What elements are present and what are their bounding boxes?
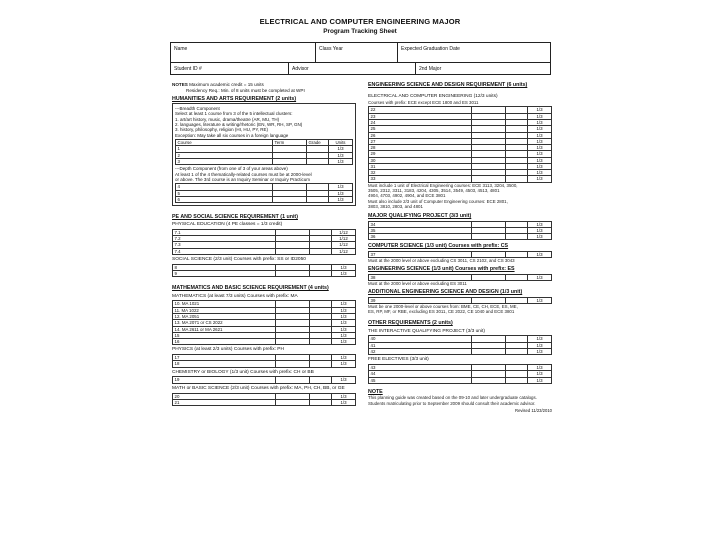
- term-cell[interactable]: [273, 197, 307, 203]
- grade-cell[interactable]: [307, 197, 329, 203]
- row-number: 20: [173, 393, 276, 399]
- unit-cell: 1/3: [332, 320, 356, 326]
- term-cell[interactable]: [472, 176, 506, 182]
- grade-cell[interactable]: [506, 251, 528, 257]
- grade-cell[interactable]: [310, 271, 332, 277]
- notes-line-1: Maximum academic credit = 15 units: [189, 82, 264, 87]
- notes-line-2: Residency Req.: Min. of 8 units must be completed at WPI: [186, 87, 305, 93]
- table-row[interactable]: [369, 377, 552, 383]
- row-number: 11. MA 1022: [173, 307, 276, 313]
- row-number: 8: [173, 264, 276, 270]
- table-row[interactable]: [369, 176, 552, 182]
- add-note-1: Must be one 2000-level or above courses from: BME, CE, CH, ECE, ES, ME,: [368, 303, 518, 309]
- left-column: [172, 82, 356, 406]
- unit-cell: 1/3: [528, 365, 552, 371]
- cluster-2: 2. languages, literature & writing/rhetoric (EN, WR, RH, SP, GN): [175, 122, 303, 128]
- row-number: 31: [369, 163, 472, 169]
- chem-table: [172, 376, 356, 383]
- term-cell[interactable]: [472, 274, 506, 280]
- ss-label: SOCIAL SCIENCE (2/3 unit) Courses with prefix: SS or ID2050: [172, 257, 306, 263]
- unit-cell: 1/3: [332, 264, 356, 270]
- row-number: 28: [369, 145, 472, 151]
- grade-cell[interactable]: [506, 349, 528, 355]
- unit-cell: 1/12: [332, 242, 356, 248]
- term-cell[interactable]: [273, 159, 307, 165]
- row-number: 12. MA 2051: [173, 314, 276, 320]
- row-number: 6: [176, 197, 273, 203]
- unit-cell: 1/3: [528, 377, 552, 383]
- grade-cell[interactable]: [506, 234, 528, 240]
- cs-table: [368, 251, 552, 258]
- hua-box: [172, 103, 356, 205]
- row-number: 7.3: [173, 242, 276, 248]
- unit-cell: 1/3: [329, 159, 353, 165]
- depth-text-2: or above. The 3rd course is an Inquiry Seminar or Inquiry Practicum: [175, 177, 310, 183]
- unit-cell: 1/3: [329, 197, 353, 203]
- physics-label: PHYSICS (at least 2/3 units) Courses with prefix: PH: [172, 347, 284, 353]
- unit-cell: 1/3: [528, 138, 552, 144]
- row-number: 38: [369, 274, 472, 280]
- row-number: 40: [369, 336, 472, 342]
- table-row[interactable]: [369, 251, 552, 257]
- grade-cell[interactable]: [307, 159, 329, 165]
- row-number: 2: [176, 152, 273, 158]
- row-number: 42: [369, 349, 472, 355]
- term-cell[interactable]: [472, 297, 506, 303]
- ece-note-3: 4904, 4703, 4902, 4904, and ECE 3801: [368, 193, 446, 199]
- table-row[interactable]: [176, 159, 353, 165]
- revised-date: Revised 11/23/2010: [515, 407, 552, 413]
- term-cell[interactable]: [472, 251, 506, 257]
- cs-note: Must at the 2000 level or above excluding CS 3011, CS 2102, and CS 3043: [368, 257, 515, 263]
- notes-label: NOTES: [172, 82, 188, 87]
- grad-date-field[interactable]: Expected Graduation Date: [401, 46, 460, 52]
- unit-cell: 1/3: [528, 251, 552, 257]
- table-row[interactable]: [173, 399, 356, 405]
- right-column: [368, 82, 552, 413]
- advisor-field[interactable]: Advisor: [289, 63, 416, 75]
- unit-cell: 1/3: [332, 399, 356, 405]
- row-number: 14. MA 2611 or MA 2621: [173, 326, 276, 332]
- table-row[interactable]: [176, 197, 353, 203]
- term-cell[interactable]: [276, 399, 310, 405]
- row-number: 4: [176, 184, 273, 190]
- unit-cell: 1/12: [332, 229, 356, 235]
- grade-cell[interactable]: [506, 297, 528, 303]
- unit-cell: 1/3: [528, 107, 552, 113]
- unit-cell: 1/3: [528, 151, 552, 157]
- depth-label: ---Depth Component (from one of 3 of your areas above): [175, 166, 288, 172]
- term-cell[interactable]: [276, 271, 310, 277]
- unit-cell: 1/3: [528, 336, 552, 342]
- row-number: 16: [173, 339, 276, 345]
- unit-cell: 1/3: [329, 184, 353, 190]
- row-number: 25: [369, 126, 472, 132]
- page-subtitle: Program Tracking Sheet: [323, 28, 397, 35]
- ece-table: [368, 106, 552, 182]
- physics-table: [172, 354, 356, 368]
- pe-heading: PE AND SOCIAL SCIENCE REQUIREMENT (1 unit): [172, 213, 298, 220]
- hua-breadth-table: [175, 139, 353, 165]
- grade-cell[interactable]: [506, 377, 528, 383]
- info-row-1: [171, 43, 550, 63]
- ece-label: ELECTRICAL AND COMPUTER ENGINEERING (12/3 units): [368, 94, 498, 100]
- row-number: 18: [173, 361, 276, 367]
- add-note-2: ES, RP, MF, or RBE, excluding ES 3011, CE 2022, CE 1040 and ECE 3801: [368, 309, 515, 315]
- basic-science-label: MATH or BASIC SCIENCE (2/3 unit) Courses with prefix: MA, PH, CH, BB, or GE: [172, 385, 345, 391]
- hua-heading: HUMANITIES AND ARTS REQUIREMENT (2 units): [172, 96, 297, 102]
- unit-cell: 1/3: [528, 371, 552, 377]
- math-label: MATHEMATICS (at least 7/3 units) Courses with prefix: MA: [172, 293, 298, 299]
- minor-field[interactable]: 2nd Major: [419, 66, 442, 72]
- row-number: 7.4: [173, 248, 276, 254]
- unit-cell: 1/3: [329, 146, 353, 152]
- unit-cell: 1/3: [528, 163, 552, 169]
- hua-depth-table: [175, 183, 353, 203]
- unit-cell: 1/3: [332, 393, 356, 399]
- unit-cell: 1/3: [332, 314, 356, 320]
- ece-note-4: Must also include 2/3 unit of Computer Engineering courses: ECE 2801,: [368, 198, 508, 204]
- row-number: 41: [369, 342, 472, 348]
- unit-cell: 1/3: [332, 332, 356, 338]
- class-year-field[interactable]: Class Year: [316, 43, 398, 62]
- row-number: 10. MA 1021: [173, 301, 276, 307]
- table-row[interactable]: [369, 297, 552, 303]
- grade-cell[interactable]: [310, 399, 332, 405]
- pe-table: [172, 229, 356, 255]
- term-cell[interactable]: [276, 339, 310, 345]
- unit-cell: 1/3: [528, 342, 552, 348]
- row-number: 22: [369, 107, 472, 113]
- col-units: Units: [329, 140, 353, 146]
- unit-cell: 1/3: [332, 307, 356, 313]
- col-term: Term: [273, 140, 307, 146]
- es-table: [368, 274, 552, 281]
- unit-cell: 1/3: [332, 271, 356, 277]
- grade-cell[interactable]: [310, 361, 332, 367]
- row-number: 35: [369, 227, 472, 233]
- row-number: 17: [173, 355, 276, 361]
- add-table: [368, 297, 552, 304]
- unit-cell: 1/3: [528, 297, 552, 303]
- row-number: 19: [173, 377, 276, 383]
- row-number: 44: [369, 371, 472, 377]
- row-number: 7.2: [173, 236, 276, 242]
- student-id-field[interactable]: Student ID #: [171, 63, 289, 75]
- table-row[interactable]: [369, 234, 552, 240]
- row-number: 39: [369, 297, 472, 303]
- breadth-text: Select at least 1 course from 3 of the 5 intellectual clusters:: [175, 111, 293, 117]
- other-heading: OTHER REQUIREMENTS (2 units): [368, 320, 453, 327]
- unit-cell: 1/3: [528, 126, 552, 132]
- row-number: 30: [369, 157, 472, 163]
- table-row[interactable]: [173, 339, 356, 345]
- row-number: 5: [176, 190, 273, 196]
- ece-note-1: Must include 1 unit of Electrical Engineering courses: ECE 3113, 3204, 3500,: [368, 182, 518, 188]
- table-row[interactable]: [173, 361, 356, 367]
- unit-cell: 1/3: [329, 190, 353, 196]
- row-number: 26: [369, 132, 472, 138]
- note-text: This planning guide was created based on the 09-10 and later undergraduate catalogs. Students matriculating prior to September 2009 should consult their academic advisor.: [368, 395, 537, 406]
- row-number: 13. MA 2071 or CS 2022: [173, 320, 276, 326]
- grade-cell[interactable]: [506, 176, 528, 182]
- iqp-label: THE INTERACTIVE QUALIFYING PROJECT (3/3 unit): [368, 328, 485, 334]
- row-number: 15: [173, 332, 276, 338]
- col-grade: Grade: [307, 140, 329, 146]
- table-row[interactable]: [173, 248, 356, 254]
- row-number: 24: [369, 119, 472, 125]
- es-heading: ENGINEERING SCIENCE (1/3 unit) Courses with prefix: ES: [368, 266, 515, 273]
- breadth-label: ---Breadth Component: [175, 105, 220, 111]
- unit-cell: 1/3: [332, 355, 356, 361]
- unit-cell: 1/3: [528, 145, 552, 151]
- unit-cell: 1/3: [528, 274, 552, 280]
- mqp-table: [368, 221, 552, 241]
- table-row[interactable]: [173, 377, 356, 383]
- row-number: 7.1: [173, 229, 276, 235]
- unit-cell: 1/3: [528, 221, 552, 227]
- info-row-2: [171, 63, 550, 75]
- mqp-heading: MAJOR QUALIFYING PROJECT (3/3 unit): [368, 213, 472, 220]
- unit-cell: 1/3: [528, 349, 552, 355]
- ss-table: [172, 264, 356, 278]
- ece-note-2: 3505, 2312, 3311, 3183, 4204, 4305, 3514, 3549, 4503, 4513, 4801: [368, 188, 500, 194]
- row-number: 9: [173, 271, 276, 277]
- cs-heading: COMPUTER SCIENCE (1/3 unit) Courses with prefix: CS: [368, 243, 509, 250]
- row-number: 21: [173, 399, 276, 405]
- row-number: 37: [369, 251, 472, 257]
- term-cell[interactable]: [276, 248, 310, 254]
- cluster-3: 3. history, philosophy, religion (HI, HU, PY, RE): [175, 127, 269, 133]
- es-note: Must at the 2000 level or above excluding ES 3011: [368, 280, 467, 286]
- table-row[interactable]: [173, 271, 356, 277]
- table-row[interactable]: [369, 274, 552, 280]
- term-cell[interactable]: [472, 377, 506, 383]
- unit-cell: 1/3: [528, 132, 552, 138]
- grade-cell[interactable]: [310, 248, 332, 254]
- row-number: 43: [369, 365, 472, 371]
- page-title: ELECTRICAL AND COMPUTER ENGINEERING MAJOR: [259, 17, 461, 26]
- row-number: 29: [369, 151, 472, 157]
- col-course: Course: [176, 140, 273, 146]
- depth-text-1: At least 1 of the 4 thematically-related courses must be at 2000-level: [175, 171, 312, 177]
- free-electives-label: FREE ELECTIVES (3/3 unit): [368, 357, 429, 363]
- unit-cell: 1/3: [528, 170, 552, 176]
- row-number: 32: [369, 170, 472, 176]
- row-number: 36: [369, 234, 472, 240]
- row-number: 23: [369, 113, 472, 119]
- exception-text: Exception: May take all six courses in a foreign language: [175, 132, 289, 138]
- unit-cell: 1/3: [528, 113, 552, 119]
- math-table: [172, 300, 356, 345]
- chem-label: CHEMISTRY or BIOLOGY (1/3 unit) Courses with prefix: CH or BB: [172, 369, 314, 375]
- row-number: 34: [369, 221, 472, 227]
- name-field[interactable]: Name: [171, 43, 316, 62]
- term-cell[interactable]: [276, 377, 310, 383]
- grade-cell[interactable]: [310, 377, 332, 383]
- unit-cell: 1/12: [332, 236, 356, 242]
- row-number: 3: [176, 159, 273, 165]
- term-cell[interactable]: [472, 234, 506, 240]
- unit-cell: 1/3: [528, 234, 552, 240]
- add-heading: ADDITIONAL ENGINEERING SCIENCE AND DESIGN (1/3 unit): [368, 289, 523, 296]
- unit-cell: 1/3: [528, 157, 552, 163]
- unit-cell: 1/3: [332, 361, 356, 367]
- math-heading: MATHEMATICS AND BASIC SCIENCE REQUIREMENT (4 units): [172, 285, 329, 292]
- pe-label: PHYSICAL EDUCATION (4 PE classes = 1/3 credit): [172, 222, 283, 228]
- unit-cell: 1/3: [528, 227, 552, 233]
- term-cell[interactable]: [472, 349, 506, 355]
- unit-cell: 1/12: [332, 248, 356, 254]
- table-row[interactable]: [369, 349, 552, 355]
- unit-cell: 1/3: [332, 339, 356, 345]
- free-electives-table: [368, 364, 552, 384]
- basic-science-table: [172, 393, 356, 407]
- ece-note-5: 3803, 3810, 2803, and 4801: [368, 203, 423, 209]
- notes-block: [172, 82, 356, 93]
- unit-cell: 1/3: [332, 377, 356, 383]
- unit-cell: 1/3: [332, 301, 356, 307]
- ece-sub: Courses with prefix: ECE except ECE 1800 and ES 3011: [368, 100, 479, 106]
- iqp-table: [368, 335, 552, 355]
- unit-cell: 1/3: [329, 152, 353, 158]
- unit-cell: 1/3: [528, 176, 552, 182]
- cluster-1: 1. art/art history, music, drama/theatre (AR, MU, TH): [175, 116, 280, 122]
- row-number: 33: [369, 176, 472, 182]
- row-number: 27: [369, 138, 472, 144]
- student-info-box: [170, 42, 551, 75]
- grade-cell[interactable]: [310, 339, 332, 345]
- unit-cell: 1/3: [332, 326, 356, 332]
- grade-cell[interactable]: [506, 274, 528, 280]
- note-heading: NOTE: [368, 388, 383, 395]
- unit-cell: 1/3: [528, 119, 552, 125]
- term-cell[interactable]: [276, 361, 310, 367]
- row-number: 1: [176, 146, 273, 152]
- eng-heading: ENGINEERING SCIENCE AND DESIGN REQUIREMENT (6 units): [368, 82, 528, 88]
- row-number: 45: [369, 377, 472, 383]
